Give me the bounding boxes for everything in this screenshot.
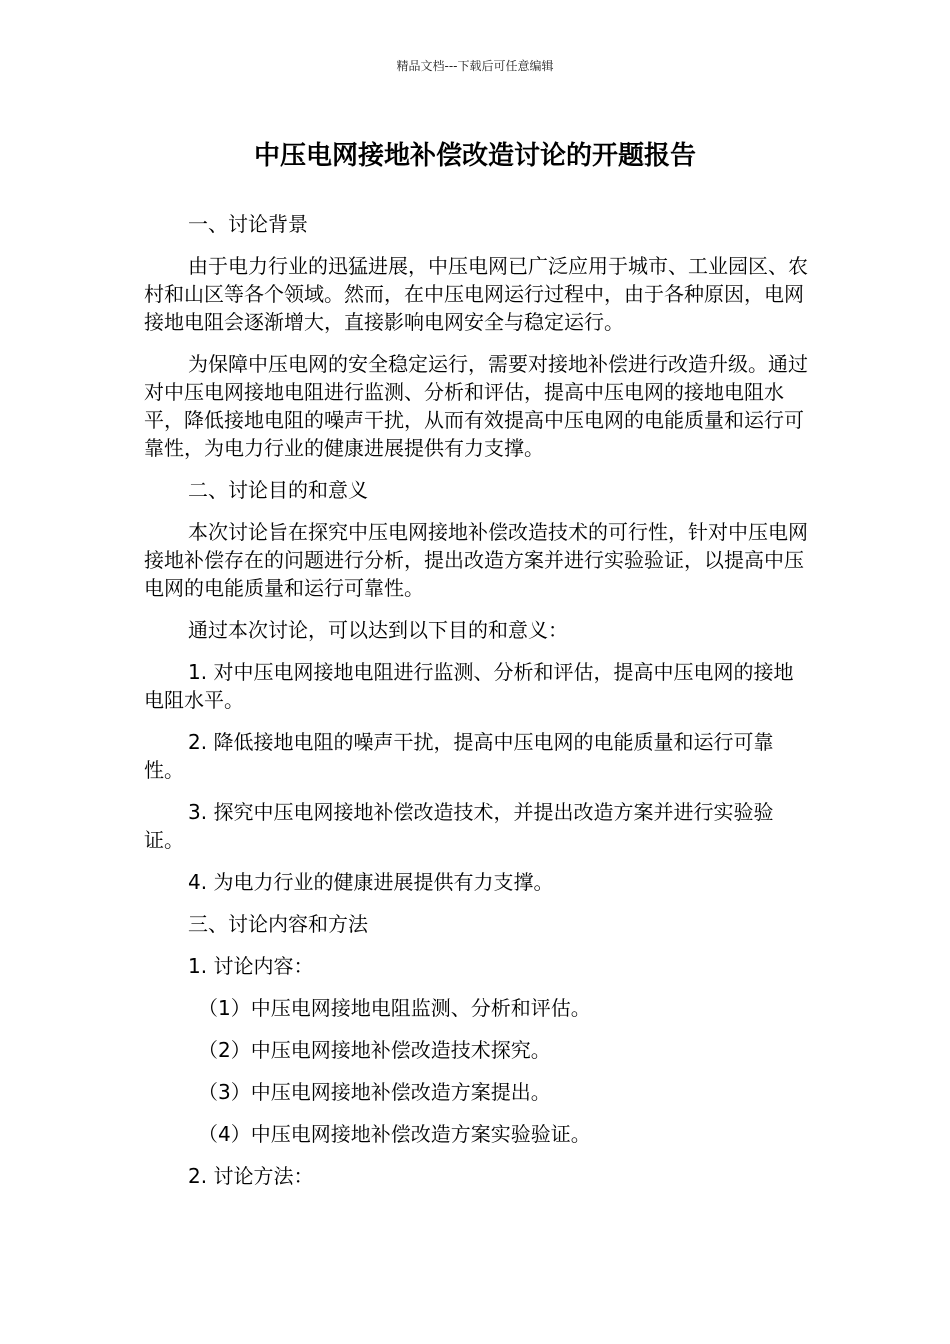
sub-list-item: （2）中压电网接地补偿改造技术探究。	[198, 1038, 551, 1062]
paragraph: 由于电力行业的迅猛进展，中压电网已广泛应用于城市、工业园区、农村和山区等各个领域。然而，在中压电网运行过程中，由于各种原因，电网接地电阻会逐渐增大，直接影响电网安全与稳定运行。	[144, 254, 808, 334]
list-item: 3. 探究中压电网接地补偿改造技术，并提出改造方案并进行实验验证。	[144, 800, 774, 852]
section-heading-content-method: 三、讨论内容和方法	[188, 912, 368, 936]
subsection-heading: 1. 讨论内容：	[188, 954, 314, 978]
paragraph: 通过本次讨论，可以达到以下目的和意义：	[188, 618, 568, 642]
list-item: 4. 为电力行业的健康进展提供有力支撑。	[188, 870, 554, 894]
sub-list-item: （1）中压电网接地电阻监测、分析和评估。	[198, 996, 591, 1020]
section-heading-background: 一、讨论背景	[188, 212, 308, 236]
paragraph: 本次讨论旨在探究中压电网接地补偿改造技术的可行性，针对中压电网接地补偿存在的问题进行分析，提出改造方案并进行实验验证，以提高中压电网的电能质量和运行可靠性。	[144, 520, 808, 600]
section-heading-purpose: 二、讨论目的和意义	[188, 478, 368, 502]
page-header-note: 精品文档---下载后可任意编辑	[396, 59, 554, 73]
sub-list-item: （4）中压电网接地补偿改造方案实验验证。	[198, 1122, 591, 1146]
document-body	[144, 210, 808, 1204]
subsection-heading: 2. 讨论方法：	[188, 1164, 314, 1188]
document-title: 中压电网接地补偿改造讨论的开题报告	[253, 141, 696, 171]
list-item: 2. 降低接地电阻的噪声干扰，提高中压电网的电能质量和运行可靠性。	[144, 730, 774, 782]
list-item: 1. 对中压电网接地电阻进行监测、分析和评估，提高中压电网的接地电阻水平。	[144, 660, 794, 712]
sub-list-item: （3）中压电网接地补偿改造方案提出。	[198, 1080, 551, 1104]
paragraph: 为保障中压电网的安全稳定运行，需要对接地补偿进行改造升级。通过对中压电网接地电阻进行监测、分析和评估，提高中压电网的接地电阻水平，降低接地电阻的噪声干扰，从而有效提高中压电网的电能质量和运行可靠性，为电力行业的健康进展提供有力支撑。	[144, 352, 808, 460]
